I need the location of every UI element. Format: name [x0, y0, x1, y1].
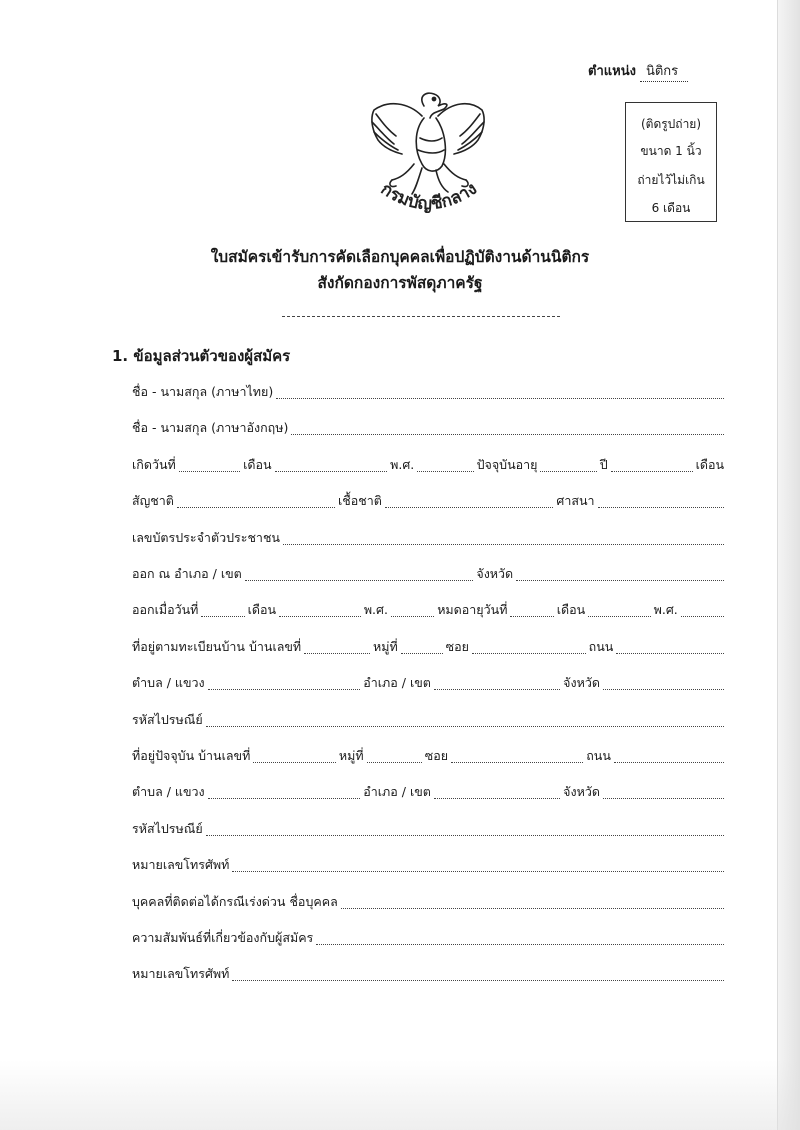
form-row	[132, 706, 724, 730]
blank-field[interactable]	[434, 675, 560, 690]
form-row	[132, 633, 724, 657]
photo-box[interactable]	[625, 102, 717, 222]
svg-text:กรมบัญชีกลาง: กรมบัญชีกลาง	[376, 178, 481, 213]
field-label: ปัจจุบันอายุ	[476, 456, 538, 472]
form-row	[132, 888, 724, 912]
field-label: ปี	[599, 456, 608, 472]
field-label: จังหวัด	[476, 566, 514, 581]
field-label: ศาสนา	[556, 493, 595, 509]
blank-field[interactable]	[291, 420, 724, 435]
photo-box-line: 6 เดือน	[651, 201, 691, 215]
blank-field[interactable]	[385, 493, 554, 508]
photo-box-line: ขนาด 1 นิ้ว	[640, 144, 702, 158]
field-label: ที่อยู่ตามทะเบียนบ้าน บ้านเลขที่	[132, 638, 302, 654]
field-label: ซอย	[445, 638, 469, 654]
blank-field[interactable]	[283, 530, 724, 545]
field-label: บุคคลที่ติดต่อได้กรณีเร่งด่วน ชื่อบุคคล	[132, 893, 338, 909]
form-row	[132, 451, 724, 475]
field-label: ความสัมพันธ์ที่เกี่ยวข้องกับผู้สมัคร	[132, 930, 314, 945]
blank-field[interactable]	[367, 748, 422, 763]
blank-field[interactable]	[510, 602, 553, 617]
field-label: พ.ศ.	[390, 456, 415, 472]
field-label: เดือน	[695, 456, 725, 472]
form-row	[132, 924, 724, 948]
blank-field[interactable]	[341, 894, 724, 909]
blank-field[interactable]	[603, 675, 724, 690]
field-label: พ.ศ.	[363, 602, 388, 618]
field-label: หมดอายุวันที่	[437, 602, 508, 618]
field-label: สัญชาติ	[132, 493, 174, 509]
field-label: ออก ณ อำเภอ / เขต	[132, 566, 242, 581]
field-label: อำเภอ / เขต	[363, 784, 431, 800]
form-row	[132, 851, 724, 875]
blank-field[interactable]	[208, 784, 361, 799]
blank-field[interactable]	[588, 602, 650, 617]
field-label: เดือน	[556, 602, 586, 618]
form-row	[132, 960, 724, 984]
form-row	[132, 487, 724, 511]
blank-field[interactable]	[245, 566, 474, 581]
blank-field[interactable]	[616, 639, 724, 654]
blank-field[interactable]	[603, 784, 724, 799]
form-row	[132, 378, 724, 402]
field-label: หมายเลขโทรศัพท์	[132, 966, 230, 982]
title-divider	[282, 316, 560, 317]
form-row	[132, 414, 724, 438]
field-label: เดือน	[243, 456, 272, 472]
section-heading: 1. ข้อมูลส่วนตัวของผู้สมัคร	[112, 347, 291, 365]
form-row	[132, 815, 724, 839]
blank-field[interactable]	[253, 748, 336, 763]
blank-field[interactable]	[434, 784, 560, 799]
field-label: หมู่ที่	[372, 638, 398, 654]
blank-field[interactable]	[279, 602, 361, 617]
field-label: จังหวัด	[563, 675, 600, 691]
blank-field[interactable]	[401, 639, 443, 654]
form-row	[132, 669, 724, 693]
field-label: ที่อยู่ปัจจุบัน บ้านเลขที่	[132, 748, 251, 763]
form-row	[132, 596, 724, 620]
field-label: ตำบล / แขวง	[132, 784, 205, 800]
blank-field[interactable]	[304, 639, 370, 654]
field-label: พ.ศ.	[653, 602, 678, 618]
blank-field[interactable]	[232, 966, 724, 981]
photo-box-line: ถ่ายไว้ไม่เกิน	[637, 173, 705, 187]
form-row	[132, 742, 724, 766]
blank-field[interactable]	[391, 602, 434, 617]
field-label: ถนน	[588, 638, 614, 654]
blank-field[interactable]	[201, 602, 244, 617]
field-label: ชื่อ - นามสกุล (ภาษาอังกฤษ)	[132, 420, 289, 436]
blank-field[interactable]	[179, 457, 240, 472]
field-label: ออกเมื่อวันที่	[132, 602, 199, 618]
blank-field[interactable]	[206, 712, 724, 727]
blank-field[interactable]	[540, 457, 596, 472]
blank-field[interactable]	[614, 748, 724, 763]
field-label: อำเภอ / เขต	[363, 675, 431, 691]
field-label: เดือน	[247, 602, 277, 618]
form-row	[132, 778, 724, 802]
position-label: ตำแหน่ง	[588, 64, 636, 79]
blank-field[interactable]	[598, 493, 724, 508]
field-label: เชื้อชาติ	[337, 493, 382, 509]
blank-field[interactable]	[611, 457, 693, 472]
form-row	[132, 560, 724, 584]
field-label: จังหวัด	[563, 784, 600, 800]
position-value[interactable]: นิติกร	[640, 60, 688, 82]
photo-box-line: (ติดรูปถ่าย)	[640, 117, 702, 131]
field-label: ซอย	[424, 748, 449, 763]
blank-field[interactable]	[472, 639, 586, 654]
field-label: ถนน	[586, 748, 611, 763]
form-row	[132, 524, 724, 548]
form-title: ใบสมัครเข้ารับการคัดเลือกบุคคลเพื่อปฏิบัติงานด้านนิติกร	[210, 248, 590, 266]
field-label: หมู่ที่	[338, 748, 364, 763]
position-field	[588, 60, 688, 82]
scan-shadow	[0, 1060, 800, 1130]
blank-field[interactable]	[516, 566, 724, 581]
field-label: รหัสไปรษณีย์	[132, 711, 203, 727]
blank-field[interactable]	[276, 384, 724, 399]
field-label: ชื่อ - นามสกุล (ภาษาไทย)	[132, 384, 274, 399]
page-edge-shadow	[777, 0, 800, 1130]
field-label: เลขบัตรประจำตัวประชาชน	[132, 529, 280, 545]
blank-field[interactable]	[208, 675, 361, 690]
field-label: หมายเลขโทรศัพท์	[132, 857, 230, 873]
blank-field[interactable]	[417, 457, 473, 472]
blank-field[interactable]	[451, 748, 583, 763]
garuda-emblem-icon	[352, 88, 502, 217]
blank-field[interactable]	[275, 457, 388, 472]
field-label: ตำบล / แขวง	[132, 675, 205, 691]
field-label: เกิดวันที่	[132, 456, 176, 472]
blank-field[interactable]	[206, 821, 724, 836]
blank-field[interactable]	[177, 493, 335, 508]
field-label: รหัสไปรษณีย์	[132, 820, 203, 836]
blank-field[interactable]	[232, 857, 724, 872]
blank-field[interactable]	[681, 602, 724, 617]
form-subtitle: สังกัดกองการพัสดุภาครัฐ	[317, 274, 483, 292]
blank-field[interactable]	[316, 930, 724, 945]
